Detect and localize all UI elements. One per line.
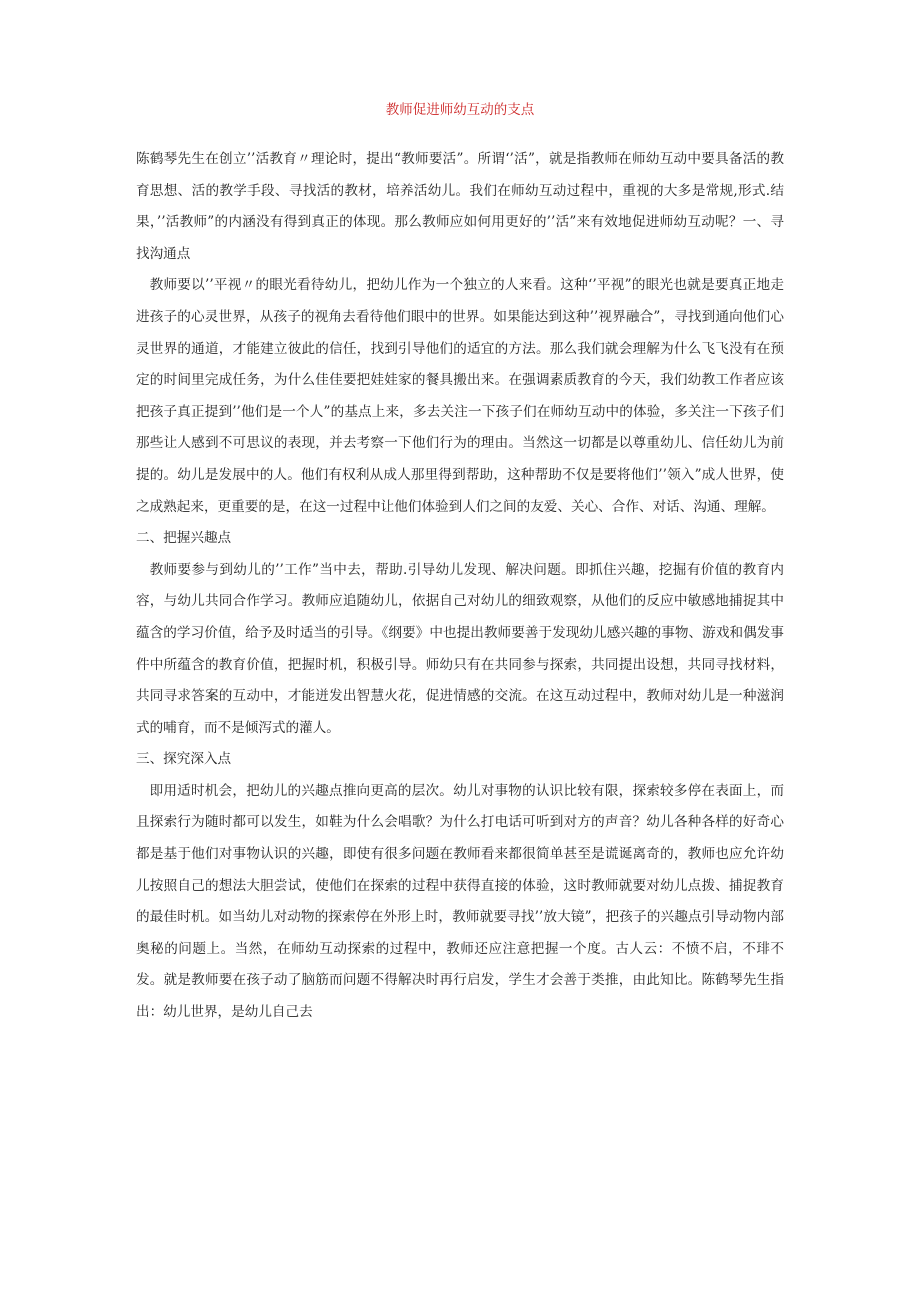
paragraph-explore-point: 即用适时机会，把幼儿的兴趣点推向更高的层次。幼儿对事物的认识比较有限，探索较多停在表面上，而且探索行为随时都可以发生，如鞋为什么会唱歌？为什么打电话可听到对方的声音？幼儿各种各样的好奇心都是基于他们对事物认识的兴趣，即使有很多问题在教师看来都很简单甚至是谎诞离奇的，教师也应允许幼儿按照自己的想法大胆尝试，使他们在探索的过程中获得直接的体验，这时教师就要对幼儿点拨、捕捉教育的最佳时机。如当幼儿对动物的探索停在外形上时，教师就要寻找’’放大镜”，把孩子的兴趣点引导动物内部奥秘的问题上。当然，在师幼互动探索的过程中，教师还应注意把握一个度。古人云：不愤不启，不琲不发。就是教师要在孩子动了脑筋而问题不得解决时再行启发，学生才会善于类推，由此知比。陈鹤琴先生指出：幼儿世界，是幼儿自己去 (136, 782, 784, 1021)
document-title: 教师促进师幼互动的支点 (385, 102, 535, 118)
document-page (136, 100, 784, 1029)
paragraph-interest-point: 教师要参与到幼儿的’’工作”当中去，帮助.引导幼儿发现、解决问题。即抓住兴趣，挖掘有价值的教育内容，与幼儿共同合作学习。教师应追随幼儿，依据自己对幼儿的细致观察，从他们的反应中敏感地捕捉其中蕴含的学习价值，给予及时适当的引导。《纲要》中也提出教师要善于发现幼儿感兴趣的事物、游戏和偶发事件中所蕴含的教育价值，把握时机，积极引导。师幼只有在共同参与探索，共同提出设想，共同寻找材料，共同寻求答案的互动中，才能迸发出智慧火花，促进情感的交流。在这互动过程中，教师对幼儿是一种滋润式的哺育，而不是倾泻式的灌人。 (136, 561, 784, 736)
paragraph-intro: 陈鹤琴先生在创立’’活教育〃理论时，提出“教师要活”。所谓‘’活”，就是指教师在师幼互动中要具备活的教育思想、活的教学手段、寻找活的教材，培养活幼儿。我们在师幼互动过程中，重视的大多是常规,形式.结果，’’活教师”的内涵没有得到真正的体现。那么教师应如何用更好的’’活”来有效地促进师幼互动呢？一、寻找沟通点 (136, 151, 784, 262)
paragraph-communication-point: 教师要以’’平视〃的眼光看待幼儿，把幼儿作为一个独立的人来看。这种‘’平视”的眼光也就是要真正地走进孩子的心灵世界，从孩子的视角去看待他们眼中的世界。如果能达到这种’’视界融合”，寻找到通向他们心灵世界的通道，才能建立彼此的信任，找到引导他们的适宜的方法。那么我们就会理解为什么飞飞没有在预定的时间里完成任务，为什么佳佳要把娃娃家的餐具搬出来。在强调素质教育的今天，我们幼教工作者应该把孩子真正提到’’他们是一个人”的基点上来，多去关注一下孩子们在师幼互动中的体验，多关注一下孩子们那些让人感到不可思议的表现，并去考察一下他们行为的理由。当然这一切都是以尊重幼儿、信任幼儿为前提的。幼儿是发展中的人。他们有权利从成人那里得到帮助，这种帮助不仅是要将他们’’领入”成人世界，使之成熟起来，更重要的是，在这一过程中让他们体验到人们之间的友爱、关心、合作、对话、沟通、理解。 (136, 277, 784, 515)
section-heading-interest: 二、把握兴趣点 (136, 530, 232, 547)
section-heading-explore: 三、探究深入点 (136, 751, 232, 768)
